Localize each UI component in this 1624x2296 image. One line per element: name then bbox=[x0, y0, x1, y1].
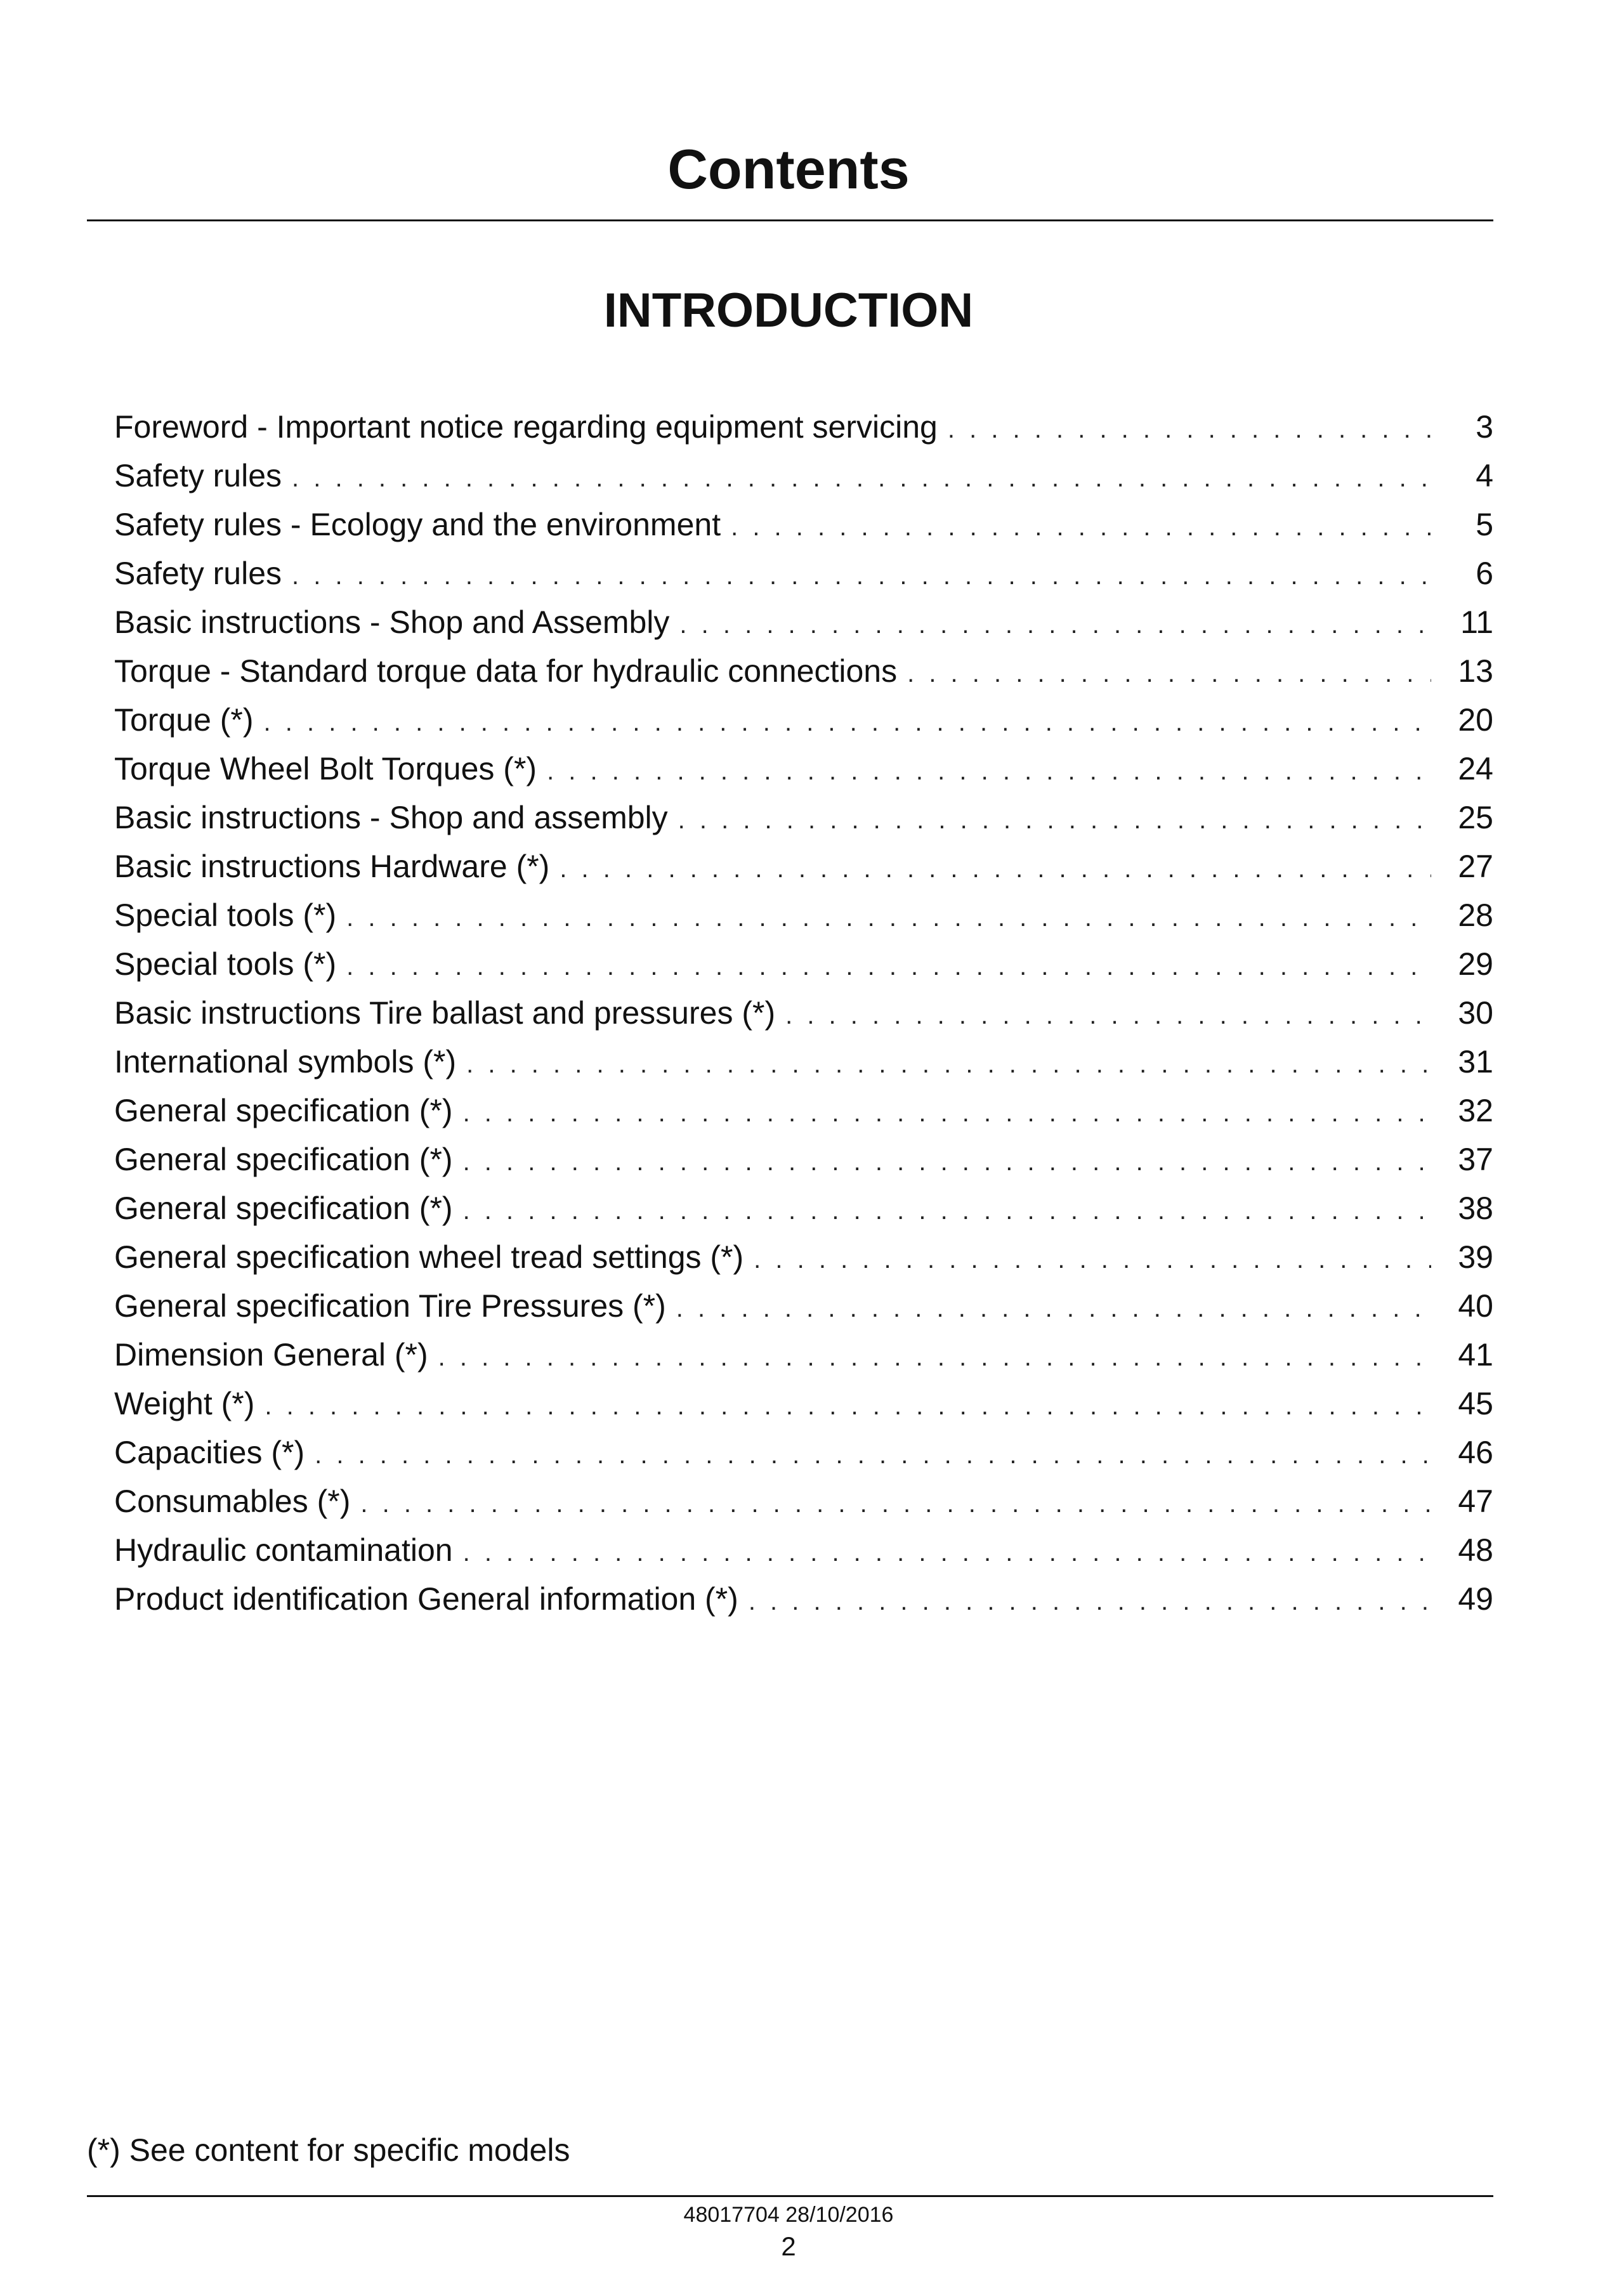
page-title: Contents bbox=[667, 138, 910, 200]
toc-entry-page: 40 bbox=[1458, 1288, 1493, 1324]
toc-entry-title: Product identification General information (*) bbox=[114, 1581, 738, 1617]
toc-entry-page: 5 bbox=[1476, 507, 1493, 542]
toc-entry[interactable] bbox=[114, 1038, 1493, 1086]
dot-leader bbox=[292, 454, 1431, 503]
toc-entry-title: Torque (*) bbox=[114, 702, 254, 738]
toc-entry-page: 41 bbox=[1458, 1337, 1493, 1373]
dot-leader bbox=[463, 1187, 1431, 1236]
toc-entry-title: Safety rules bbox=[114, 458, 282, 493]
toc-entry-title: Foreword - Important notice regarding equipment servicing bbox=[114, 409, 938, 445]
toc-entry-title: Torque Wheel Bolt Torques (*) bbox=[114, 751, 537, 786]
toc-entry-title: Safety rules bbox=[114, 556, 282, 591]
toc-entry[interactable] bbox=[114, 1135, 1493, 1184]
toc-entry-page: 27 bbox=[1458, 849, 1493, 884]
toc-entry-title: General specification (*) bbox=[114, 1190, 453, 1226]
page-number: 2 bbox=[781, 2231, 796, 2261]
toc-entry-page: 20 bbox=[1458, 702, 1493, 738]
toc-entry[interactable] bbox=[114, 1526, 1493, 1575]
toc-entry-page: 29 bbox=[1458, 946, 1493, 982]
toc-entry-page: 24 bbox=[1458, 751, 1493, 786]
toc-entry-title: Basic instructions Tire ballast and pressures (*) bbox=[114, 995, 776, 1031]
toc-entry[interactable] bbox=[114, 891, 1493, 940]
dot-leader bbox=[264, 698, 1431, 747]
toc-entry-page: 39 bbox=[1458, 1239, 1493, 1275]
toc-entry[interactable] bbox=[114, 1086, 1493, 1135]
table-of-contents bbox=[114, 403, 1493, 1624]
dot-leader bbox=[560, 845, 1431, 894]
toc-entry-title: Special tools (*) bbox=[114, 897, 337, 933]
toc-entry[interactable] bbox=[114, 1380, 1493, 1428]
toc-entry-page: 4 bbox=[1476, 458, 1493, 493]
dot-leader bbox=[754, 1236, 1431, 1284]
toc-entry[interactable] bbox=[114, 1575, 1493, 1624]
toc-entry-title: Special tools (*) bbox=[114, 946, 337, 982]
toc-entry-page: 48 bbox=[1458, 1532, 1493, 1568]
toc-entry[interactable] bbox=[114, 1184, 1493, 1233]
toc-entry-page: 25 bbox=[1458, 800, 1493, 835]
dot-leader bbox=[292, 552, 1431, 601]
toc-entry-page: 38 bbox=[1458, 1190, 1493, 1226]
toc-entry[interactable] bbox=[114, 842, 1493, 891]
toc-entry-title: Basic instructions - Shop and assembly bbox=[114, 800, 668, 835]
dot-leader bbox=[731, 503, 1431, 552]
toc-entry[interactable] bbox=[114, 696, 1493, 745]
toc-entry-page: 37 bbox=[1458, 1142, 1493, 1177]
dot-leader bbox=[466, 1040, 1431, 1089]
toc-entry[interactable] bbox=[114, 1233, 1493, 1282]
toc-entry-title: Torque - Standard torque data for hydraulic connections bbox=[114, 653, 898, 689]
toc-entry-title: General specification (*) bbox=[114, 1093, 453, 1128]
dot-leader bbox=[360, 1480, 1431, 1529]
toc-entry-title: Safety rules - Ecology and the environment bbox=[114, 507, 721, 542]
toc-entry[interactable] bbox=[114, 940, 1493, 989]
toc-entry[interactable] bbox=[114, 745, 1493, 793]
toc-entry-title: Weight (*) bbox=[114, 1386, 255, 1421]
toc-entry-title: Basic instructions - Shop and Assembly bbox=[114, 604, 670, 640]
toc-entry-page: 46 bbox=[1458, 1435, 1493, 1470]
toc-entry-page: 3 bbox=[1476, 409, 1493, 445]
dot-leader bbox=[463, 1138, 1431, 1187]
toc-entry-title: Hydraulic contamination bbox=[114, 1532, 453, 1568]
toc-entry-page: 45 bbox=[1458, 1386, 1493, 1421]
dot-leader bbox=[785, 991, 1431, 1040]
dot-leader bbox=[907, 649, 1431, 698]
dot-leader bbox=[679, 601, 1431, 649]
dot-leader bbox=[346, 894, 1431, 943]
toc-entry-page: 32 bbox=[1458, 1093, 1493, 1128]
toc-entry[interactable] bbox=[114, 1477, 1493, 1526]
title-divider bbox=[87, 219, 1493, 221]
toc-entry[interactable] bbox=[114, 1331, 1493, 1380]
dot-leader bbox=[676, 1284, 1431, 1333]
toc-entry-page: 47 bbox=[1458, 1484, 1493, 1519]
dot-leader bbox=[948, 405, 1431, 454]
toc-entry-page: 13 bbox=[1458, 653, 1493, 689]
dot-leader bbox=[463, 1529, 1431, 1577]
toc-entry-page: 30 bbox=[1458, 995, 1493, 1031]
toc-entry[interactable] bbox=[114, 989, 1493, 1038]
toc-entry-title: Dimension General (*) bbox=[114, 1337, 428, 1373]
toc-entry[interactable] bbox=[114, 1428, 1493, 1477]
dot-leader bbox=[315, 1431, 1431, 1480]
toc-entry-title: International symbols (*) bbox=[114, 1044, 457, 1080]
toc-entry-title: General specification wheel tread settings (*) bbox=[114, 1239, 744, 1275]
toc-entry-title: Consumables (*) bbox=[114, 1484, 351, 1519]
toc-entry[interactable] bbox=[114, 647, 1493, 696]
toc-entry-title: General specification (*) bbox=[114, 1142, 453, 1177]
footnote: (*) See content for specific models bbox=[87, 2132, 570, 2168]
section-heading: INTRODUCTION bbox=[603, 284, 974, 337]
dot-leader bbox=[463, 1089, 1431, 1138]
document-reference: 48017704 28/10/2016 bbox=[683, 2203, 894, 2227]
toc-entry[interactable] bbox=[114, 598, 1493, 647]
toc-entry[interactable] bbox=[114, 500, 1493, 549]
toc-entry[interactable] bbox=[114, 549, 1493, 598]
toc-entry-page: 31 bbox=[1458, 1044, 1493, 1080]
dot-leader bbox=[678, 796, 1431, 845]
toc-entry[interactable] bbox=[114, 1282, 1493, 1331]
toc-entry-page: 28 bbox=[1458, 897, 1493, 933]
dot-leader bbox=[346, 943, 1431, 991]
dot-leader bbox=[547, 747, 1431, 796]
toc-entry[interactable] bbox=[114, 403, 1493, 452]
dot-leader bbox=[438, 1333, 1431, 1382]
footer-divider bbox=[87, 2195, 1493, 2197]
toc-entry-page: 6 bbox=[1476, 556, 1493, 591]
toc-entry-title: General specification Tire Pressures (*) bbox=[114, 1288, 666, 1324]
toc-entry-page: 11 bbox=[1460, 604, 1493, 640]
dot-leader bbox=[265, 1382, 1431, 1431]
toc-entry-title: Basic instructions Hardware (*) bbox=[114, 849, 550, 884]
toc-entry[interactable] bbox=[114, 452, 1493, 500]
toc-entry-page: 49 bbox=[1458, 1581, 1493, 1617]
dot-leader bbox=[749, 1577, 1431, 1626]
toc-entry[interactable] bbox=[114, 793, 1493, 842]
toc-entry-title: Capacities (*) bbox=[114, 1435, 305, 1470]
